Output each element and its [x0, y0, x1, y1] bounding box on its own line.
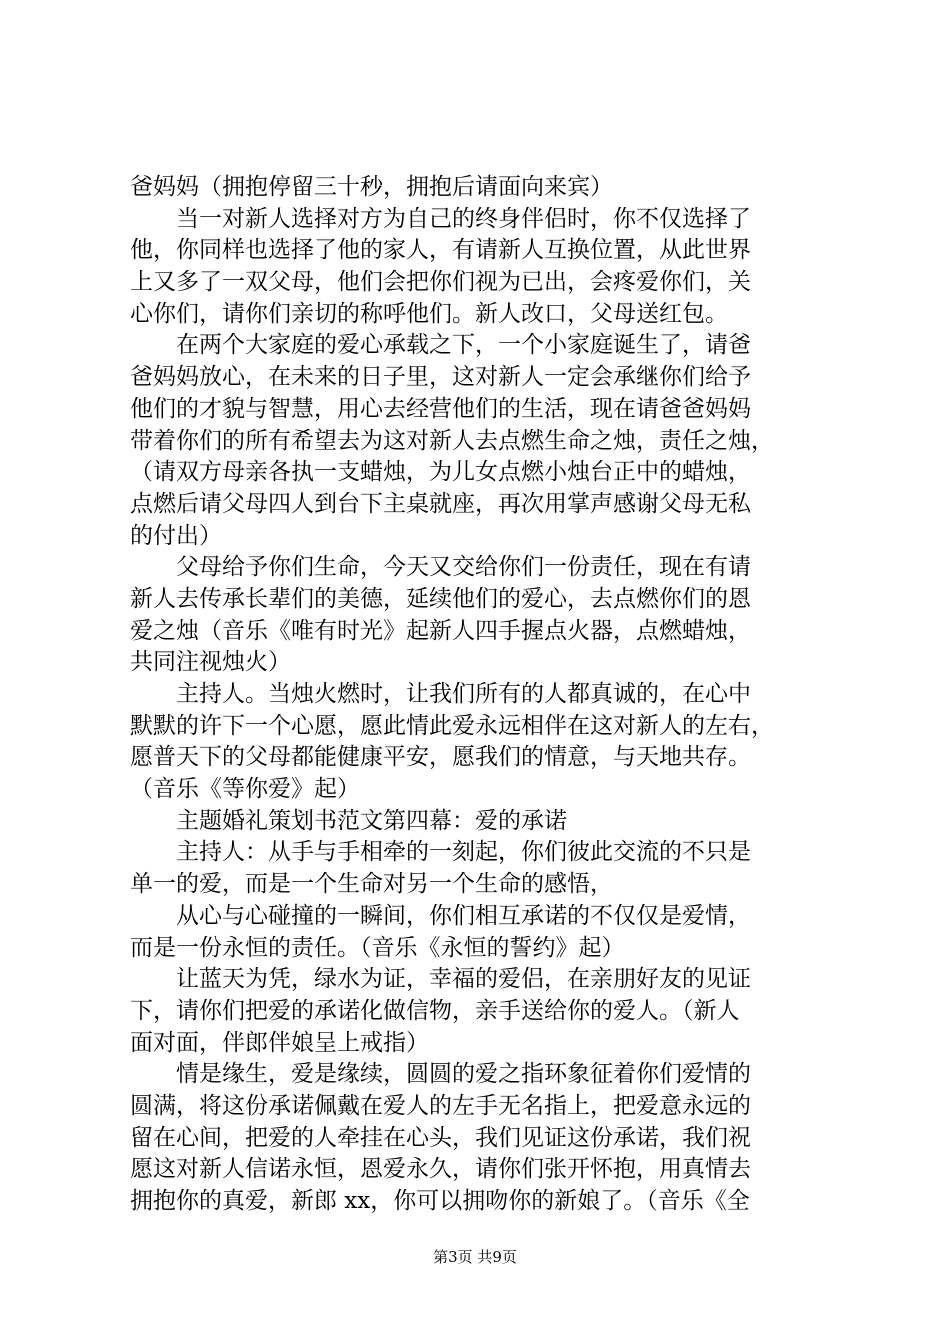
text-line: 愿这对新人信诺永恒，恩爱永久，请你们张开怀抱，用真情去 [130, 1156, 751, 1183]
text-line: 主持人：从手与手相牵的一刻起，你们彼此交流的不只是 [176, 839, 751, 866]
text-line: 主题婚礼策划书范文第四幕：爱的承诺 [176, 807, 567, 834]
text-line: 共同注视烛火） [130, 649, 291, 676]
text-line: 上又多了一双父母，他们会把你们视为已出，会疼爱你们，关 [130, 269, 751, 296]
text-line: 新人去传承长辈们的美德，延续他们的爱心，去点燃你们的恩 [130, 585, 751, 612]
text-line: （请双方母亲各执一支蜡烛，为儿女点燃小烛台正中的蜡烛， [130, 459, 751, 486]
text-line: 父母给予你们生命，今天又交给你们一份责任，现在有请 [176, 554, 751, 581]
text-line: 情是缘生，爱是缘续，圆圆的爱之指环象征着你们爱情的 [176, 1061, 751, 1088]
document-body [130, 172, 830, 1218]
text-line: 爱之烛（音乐《唯有时光》起新人四手握点火器，点燃蜡烛， [130, 617, 751, 644]
text-line: 而是一份永恒的责任。（音乐《永恒的誓约》起） [130, 934, 625, 961]
text-line: 点燃后请父母四人到台下主桌就座，再次用掌声感谢父母无私 [130, 490, 751, 517]
text-line: 当一对新人选择对方为自己的终身伴侣时，你不仅选择了 [176, 205, 751, 232]
text-line: 愿普天下的父母都能健康平安，愿我们的情意，与天地共存。 [130, 744, 751, 771]
text-line: 默默的许下一个心愿，愿此情此爱永远相伴在这对新人的左右， [130, 712, 774, 739]
text-line: 他们的才貌与智慧，用心去经营他们的生活，现在请爸爸妈妈 [130, 395, 751, 422]
page-footer: 第3页 共9页 [433, 1248, 517, 1266]
text-line: 拥抱你的真爱，新郎 xx，你可以拥吻你的新娘了。（音乐《全 [130, 1188, 750, 1214]
text-line: 主持人。当烛火燃时，让我们所有的人都真诚的，在心中 [176, 681, 751, 707]
text-line: 圆满，将这份承诺佩戴在爱人的左手无名指上，把爱意永远的 [130, 1092, 751, 1119]
text-line: 他，你同样也选择了他的家人，有请新人互换位置，从此世界 [130, 237, 751, 264]
text-line: 让蓝天为凭，绿水为证，幸福的爱侣，在亲朋好友的见证 [176, 966, 751, 993]
text-line: 爸妈妈放心，在未来的日子里，这对新人一定会承继你们给予 [130, 364, 751, 391]
text-line: 的付出） [130, 522, 222, 549]
text-line: 面对面，伴郎伴娘呈上戒指） [130, 1029, 429, 1056]
text-line: 留在心间，把爱的人牵挂在心头，我们见证这份承诺，我们祝 [130, 1124, 751, 1151]
text-line: 爸妈妈（拥抱停留三十秒，拥抱后请面向来宾） [130, 174, 613, 200]
text-line: 在两个大家庭的爱心承载之下，一个小家庭诞生了，请爸 [176, 332, 751, 359]
text-line: 从心与心碰撞的一瞬间，你们相互承诺的不仅仅是爱情， [176, 902, 751, 929]
text-line: （音乐《等你爱》起） [130, 776, 360, 803]
text-line: 单一的爱，而是一个生命对另一个生命的感悟， [130, 871, 613, 898]
text-line: 带着你们的所有希望去为这对新人去点燃生命之烛，责任之烛， [130, 427, 774, 454]
text-line: 下，请你们把爱的承诺化做信物，亲手送给你的爱人。（新人 [130, 997, 740, 1024]
text-line: 心你们，请你们亲切的称呼他们。新人改口，父母送红包。 [130, 300, 728, 327]
